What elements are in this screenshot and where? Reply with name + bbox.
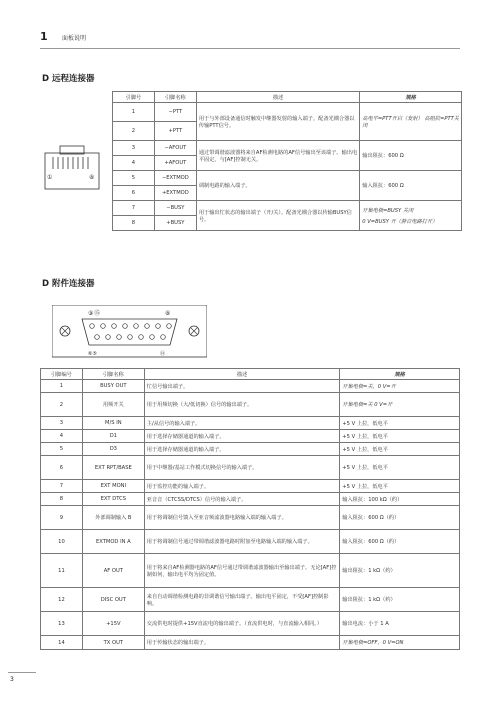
chapter-number: 1 — [40, 30, 48, 43]
chapter-title: 面板说明 — [62, 35, 87, 42]
db15-pin15-label: ⑮ — [94, 310, 101, 317]
table-row: 10 EXTMOD IN A 用于将调制信号通过带调谐滤波器电路时附加至电路输入端的输入端子。 输入阻抗：600 Ω（约） — [41, 530, 460, 554]
table-row: 2 +PTT — [113, 122, 462, 141]
table-row: 6 +EXTMOD — [113, 186, 462, 201]
col-pin: 引脚号 — [113, 92, 155, 103]
col-desc: 描述 — [144, 369, 340, 380]
table-row: 9 外部调制输入 B 用于将调制信号馈入至亚音频滤波器电路输入端的输入端子。 输入阻抗：600 Ω（约） — [41, 506, 460, 530]
header-divider — [40, 48, 460, 49]
table-row: 7 EXT MONI 用于监控功能的输入端子。 +5 V 上拉，低电平 — [41, 480, 460, 493]
table-row: 5 −EXTMOD 调制电路的输入端子。 输入阻抗：600 Ω — [113, 171, 462, 186]
db15-pin9-label: ⑨ — [88, 310, 94, 317]
table-row: 14 TX OUT 用于传输状态的输出端子。 开集电极=OFF，0 V=ON — [41, 636, 460, 650]
db15-bottom-right-label: ⑭ — [160, 351, 166, 357]
accessory-connector-title: D 附件连接器 — [42, 279, 95, 289]
remote-connector-table — [112, 91, 462, 231]
table-row: 7 −BUSY 用于输出忙状态的输出端子（开/关）。配备光耦合器以传输BUSY信号。 开集电极=BUSY 关闭 0 V=BUSY 开（静音电路打开） — [113, 201, 462, 216]
rj45-pin1-label: ① — [47, 174, 53, 181]
table-row: 2 用频开关 用于用频切换（大/低切换）信号的输出端子。 开集电极=关 0 V=开 — [41, 393, 460, 417]
table-row: 4 +AFOUT — [113, 156, 462, 171]
db15-connector-diagram — [52, 305, 207, 361]
table-row: 5 D3 用于选择存储器通道的输入端子。 +5 V 上拉，低电平 — [41, 443, 460, 456]
table-row: 3 M/S IN 主/从信号的输入端子。 +5 V 上拉，低电平 — [41, 417, 460, 430]
col-name: 引脚名称 — [82, 369, 144, 380]
page-footer-line — [8, 672, 36, 673]
table-row: 1 BUSY OUT 忙信号输出端子。 开集电极=关，0 V=开 — [41, 380, 460, 393]
db15-bottom-left-label: ⑥⑤ — [88, 351, 97, 357]
table-row: 11 AF OUT 用于将来自AF检测器电路的AF信号通过带调谐滤波器输出至输出端子。无论[AF]控制如何，输出电平均为固定值。 输出阻抗：1 kΩ（约） — [41, 554, 460, 588]
col-spec: 规格 — [360, 92, 462, 103]
page-number: 3 — [10, 676, 14, 683]
accessory-connector-table — [40, 368, 460, 650]
table-row: 3 −AFOUT 通过带调谐滤波器将来自AF检测电路的AF信号输出至该端子。输出电平固定，与[AF]控制无关。 输出阻抗：600 Ω — [113, 141, 462, 156]
col-name: 引脚名称 — [154, 92, 196, 103]
db15-pin8-label: ⑧ — [165, 310, 171, 317]
rj45-connector-diagram — [44, 145, 100, 195]
table-row: 12 DISC OUT 来自自动调谐检测电路的非调谐信号输出端子。输出电平固定，不受[AF]控制影响。 输出阻抗：1 kΩ（约） — [41, 588, 460, 612]
col-spec: 规格 — [340, 369, 460, 380]
col-pin: 引脚编号 — [41, 369, 83, 380]
table-row: 1 −PTT 用于与外部设备通信时触发中继器发射的输入端子。配备光耦合器以传输PTT信号。 高电平=PTT开启（发射） 高阻抗=PTT关闭 — [113, 103, 462, 122]
table-row: 8 EXT DTCS 亚音音（CTCSS/DTCS）信号的输入端子。 输入阻抗：100 kΩ（约） — [41, 493, 460, 506]
remote-connector-title: D 远程连接器 — [42, 74, 95, 84]
rj45-pin8-label: ⑧ — [89, 174, 95, 181]
table-row: 13 +15V 交流供电时提供+15V直流电的输出端子。（直流供电时，与直流输入相同。） 输出电流：小于 1 A — [41, 612, 460, 636]
col-desc: 描述 — [196, 92, 359, 103]
table-row: 4 D1 用于选择存储器通道的输入端子。 +5 V 上拉，低电平 — [41, 430, 460, 443]
table-row: 8 +BUSY — [113, 216, 462, 231]
table-row: 6 EXT RPT/BASE 用于中继器/基站工作模式切换信号的输入端子。 +5 V 上拉，低电平 — [41, 456, 460, 480]
